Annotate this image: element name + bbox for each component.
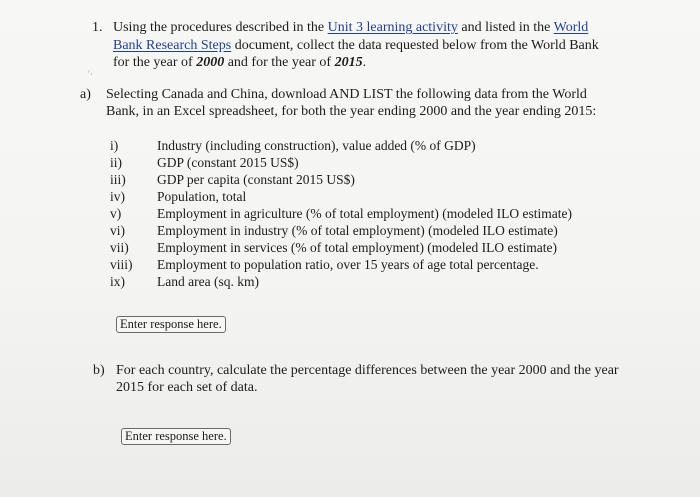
- part-a-line-2: Bank, in an Excel spreadsheet, for both the year ending 2000 and the year ending 2015:: [106, 104, 597, 119]
- part-b-line-2: 2015 for each set of data.: [116, 380, 258, 395]
- response-field-b[interactable]: Enter response here.: [121, 428, 231, 445]
- item-number: i): [110, 138, 119, 153]
- item-text: Employment to population ratio, over 15 years of age total percentage.: [157, 257, 539, 272]
- item-text: Employment in services (% of total employment) (modeled ILO estimate): [157, 240, 558, 255]
- unit-3-learning-activity-link[interactable]: Unit 3 learning activity: [327, 20, 458, 35]
- item-number: v): [110, 206, 122, 221]
- item-number: iv): [110, 189, 125, 204]
- question-1-line-2: [113, 37, 599, 54]
- part-a-line-1: Selecting Canada and China, download AND LIST the following data from the World: [106, 87, 587, 102]
- q1-text: for the year of: [113, 55, 193, 70]
- q1-text: Using the procedures described in the: [113, 20, 325, 35]
- item-text: GDP per capita (constant 2015 US$): [157, 172, 355, 187]
- question-1-line-1: [113, 19, 588, 36]
- item-number: ii): [110, 155, 122, 170]
- item-number: ix): [110, 274, 125, 289]
- item-number: vi): [110, 223, 125, 238]
- question-1-line-3: [113, 54, 366, 71]
- q1-text: and for the year of: [227, 55, 332, 70]
- item-text: Population, total: [157, 189, 247, 204]
- item-number: viii): [110, 257, 133, 272]
- part-b-line-1: For each country, calculate the percentage differences between the year 2000 and the year: [116, 363, 619, 378]
- item-text: Land area (sq. km): [157, 274, 259, 289]
- response-field-a[interactable]: Enter response here.: [116, 316, 226, 333]
- margin-mark: ′·: [88, 69, 93, 79]
- world-bank-research-steps-link[interactable]: Bank Research Steps: [113, 38, 232, 53]
- item-number: iii): [110, 172, 126, 187]
- item-text: Industry (including construction), value added (% of GDP): [157, 138, 476, 153]
- part-a-label: a): [80, 87, 91, 102]
- question-number: 1.: [92, 20, 103, 35]
- item-number: vii): [110, 240, 129, 255]
- year-2000: 2000: [196, 55, 225, 70]
- world-bank-research-steps-link-part1[interactable]: World: [553, 20, 589, 35]
- item-text: Employment in industry (% of total employment) (modeled ILO estimate): [157, 223, 558, 238]
- q1-text: and listed in the: [461, 20, 551, 35]
- item-text: GDP (constant 2015 US$): [157, 155, 299, 170]
- part-b-label: b): [93, 363, 105, 378]
- year-2015: 2015: [334, 55, 363, 70]
- q1-period: .: [362, 55, 367, 70]
- q1-text: document, collect the data requested below from the World Bank: [234, 38, 599, 53]
- item-text: Employment in agriculture (% of total employment) (modeled ILO estimate): [157, 206, 572, 221]
